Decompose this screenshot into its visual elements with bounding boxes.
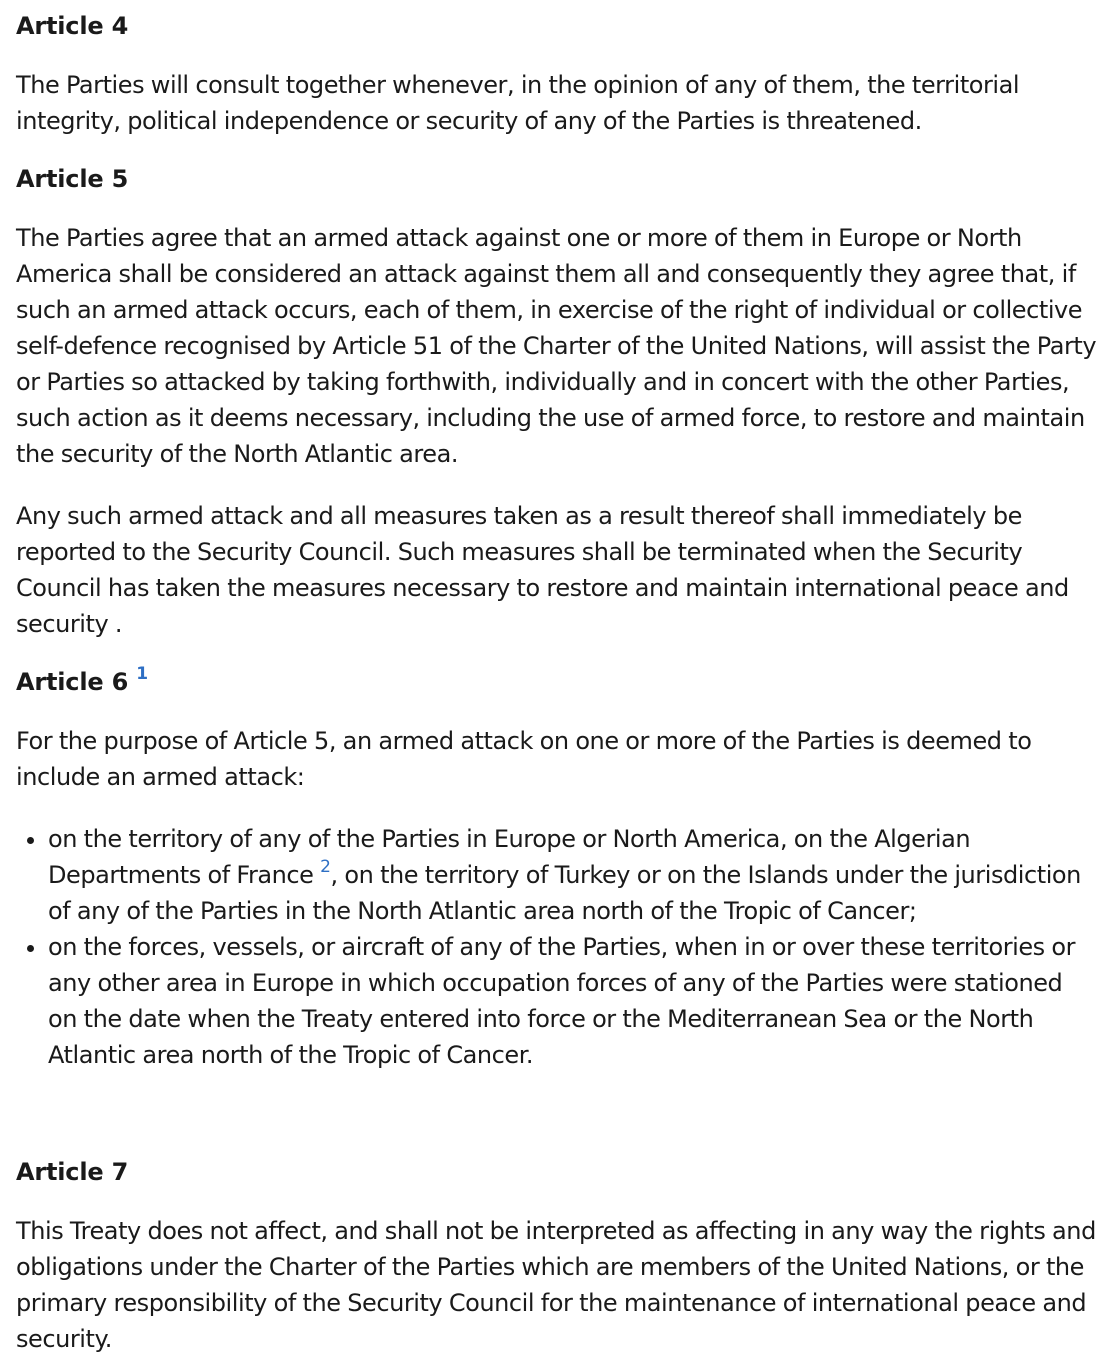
article-6-bullet-list	[16, 821, 1088, 1073]
footnote-link-1[interactable]: 1	[136, 664, 148, 684]
article-5-paragraph-1: The Parties agree that an armed attack against one or more of them in Europe or North America shall be considered an attack against them all and consequently they agree that, if such an armed attack occurs, each of them, in exercise of the right of individual or collective self-defence recognised by Article 51 of the Charter of the United Nations, will assist the Party or Parties so attacked by taking forthwith, individually and in concert with the other Parties, such action as it deems necessary, including the use of armed force, to restore and maintain the security of the North Atlantic area.	[16, 224, 1097, 468]
bullet-1-text-before: on the territory of any of the Parties in Europe or North America, on the Algerian Departments of France	[48, 825, 971, 889]
footnote-link-2[interactable]: 2	[320, 857, 331, 877]
article-5-heading: Article 5	[16, 165, 129, 193]
article-5-paragraph-2: Any such armed attack and all measures taken as a result thereof shall immediately be reported to the Security Council. Such measures shall be terminated when the Security Council has taken the measures necessary to restore and maintain international peace and security .	[16, 502, 1069, 638]
article-6-heading	[16, 664, 148, 700]
article-4-heading: Article 4	[16, 12, 129, 40]
list-item	[48, 821, 1088, 929]
list-item: • on the forces, vessels, or aircraft of any of the Parties, when in or over these territories or any other area in Europe in which occupation forces of any of the Parties were stationed on the date when the Treaty entered into force or the Mediterranean Sea or the North Atlantic area north of the Tropic of Cancer.	[48, 929, 1088, 1073]
article-7-heading: Article 7	[16, 1158, 129, 1186]
article-6-heading-text: Article 6	[16, 668, 129, 696]
article-7-paragraph: This Treaty does not affect, and shall not be interpreted as affecting in any way the rights and obligations under the Charter of the Parties which are members of the United Nations, or the primary responsibility of the Security Council for the maintenance of international peace and security.	[16, 1217, 1096, 1353]
bullet-1-text-after: , on the territory of Turkey or on the Islands under the jurisdiction of any of the Parties in the North Atlantic area north of the Tropic of Cancer;	[48, 861, 1081, 925]
article-4-paragraph: The Parties will consult together whenever, in the opinion of any of them, the territorial integrity, political independence or security of any of the Parties is threatened.	[16, 71, 1020, 135]
article-6-paragraph: For the purpose of Article 5, an armed attack on one or more of the Parties is deemed to include an armed attack:	[16, 727, 1032, 791]
